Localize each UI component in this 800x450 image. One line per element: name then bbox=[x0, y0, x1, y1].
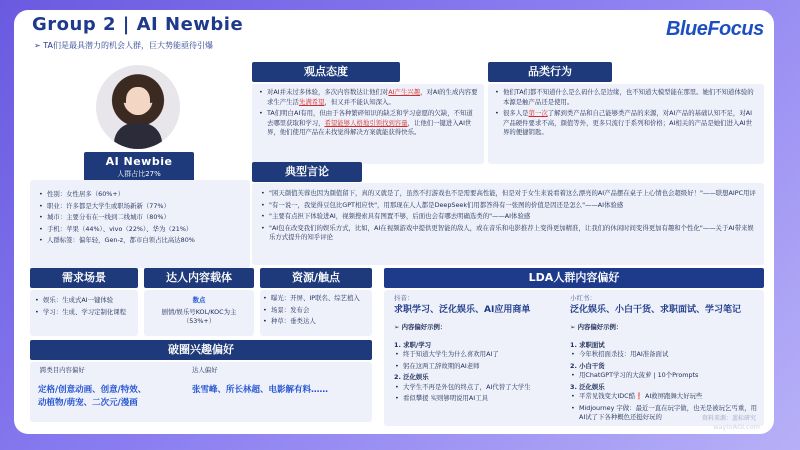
lda-section-item: • 终于知道大学生为什么喜欢用AI了 bbox=[394, 350, 564, 360]
lda-section-list bbox=[570, 350, 758, 360]
persona-traits-list bbox=[38, 190, 242, 246]
lda-col1-sections bbox=[394, 341, 564, 404]
resource-header: 资源/触点 bbox=[260, 268, 372, 288]
kol-box bbox=[144, 290, 254, 336]
kol-line: 剧情/娱乐号KOL/KOC为主（53%+） bbox=[161, 307, 237, 325]
lda-section-item: • 用ChatGPT学习的大菠萝 | 10个Prompts bbox=[570, 371, 758, 381]
lda-col2-sections bbox=[570, 341, 758, 423]
kol-highlight: 数点 bbox=[192, 296, 206, 304]
interest-col2-title: 达人偏好 bbox=[192, 366, 218, 374]
resource-item: • 场景：发布会 bbox=[262, 306, 370, 316]
lda-header: LDA人群内容偏好 bbox=[384, 268, 764, 288]
viewpoint-box bbox=[252, 84, 484, 164]
text-segment: 对AI并未过多体验，多次内容数达让他们对 bbox=[267, 88, 389, 96]
logo-main: Blue bbox=[666, 18, 708, 40]
persona-trait: • 城市：主要分布在一线到二线城市（80%） bbox=[38, 213, 242, 223]
demand-list bbox=[34, 296, 134, 317]
lda-col1-label: 抖音： bbox=[394, 294, 414, 302]
quotes-list bbox=[260, 189, 756, 243]
demand-item: • 学习：生成、学习定制化课程 bbox=[34, 308, 134, 318]
viewpoint-item bbox=[258, 88, 478, 107]
lda-section-item: • Midjourney 字做：最近一直在玩字做，也无是被玩乞丐重，用AI试了下各种概色还挺好玩的 bbox=[570, 404, 758, 423]
lda-section-title: 2. 小白干货 bbox=[570, 361, 605, 370]
lda-col1-main: 求职学习、泛化娱乐、AI应用商单 bbox=[394, 304, 531, 315]
behavior-item bbox=[494, 88, 758, 107]
watermark: waytoAGI.com bbox=[713, 423, 760, 431]
avatar-face bbox=[126, 87, 150, 115]
viewpoint-list bbox=[258, 88, 478, 138]
persona-avatar bbox=[96, 65, 180, 149]
avatar-body bbox=[114, 123, 162, 149]
lda-section-item: • 今年秋招面杀技：用AI准备面试 bbox=[570, 350, 758, 360]
behavior-box bbox=[488, 84, 764, 164]
viewpoint-item bbox=[258, 109, 478, 138]
interest-col1-keywords: 定格/创意动画、创意/特效、 动植物/萌宠、二次元/漫画 bbox=[38, 385, 147, 408]
quotes-header: 典型言论 bbox=[252, 162, 362, 182]
resource-item: • 种草：垂类达人 bbox=[262, 317, 370, 327]
interest-box bbox=[30, 362, 372, 422]
lda-section-item: • 看似攀援 实则够明说用AI工具 bbox=[394, 394, 564, 404]
lda-col2 bbox=[570, 294, 758, 425]
quotes-box bbox=[252, 183, 764, 265]
lda-section-title: 1. 求职/学习 bbox=[394, 340, 431, 349]
demand-box bbox=[30, 290, 138, 336]
lda-col1 bbox=[394, 294, 564, 406]
behavior-header: 品类行为 bbox=[488, 62, 612, 82]
persona-share: 人群占比27% bbox=[117, 170, 161, 178]
text-segment: ，让他们一键进入AI世界，他们使用产品在未找觉得解决方案就能获得快乐。 bbox=[267, 118, 472, 136]
text-segment: ，但又并不能认知深入。 bbox=[324, 97, 395, 106]
lda-section-list bbox=[570, 371, 758, 381]
demand-item: • 娱乐：生成式AI一键体验 bbox=[34, 296, 134, 306]
lda-section-title: 3. 泛化娱乐 bbox=[570, 382, 605, 391]
quote-item: • "有一说一，我觉得豆包比GPT相应快"，用那现在人人都是DeepSeek们用都答得有一张图的价值是因还是怎么"——AI体验感 bbox=[260, 201, 756, 211]
lda-col2-pref-title: ➢ 内容偏好示例： bbox=[570, 323, 623, 331]
persona-name: AI Newbie bbox=[105, 155, 173, 168]
interest-col1-title: 跨类目内容偏好 bbox=[40, 366, 85, 374]
text-segment: TA们明白AI有用，但由于各种繁碎知识的缺乏和学习意愿的欠缺，不知道去哪里获取和学习， bbox=[267, 109, 473, 127]
text-segment: 了解到类产品和自己能够类产品的来源，对AI产品的基础认知不足，对AI产品硬件要求不高，颜值等外，更多只流行于系列和价格；AI相关的产品是她们进入AI世界的便捷钥匙。 bbox=[503, 109, 752, 136]
page-title: Group 2 | AI Newbie bbox=[32, 14, 244, 35]
highlight-text: AI产生兴趣 bbox=[388, 88, 421, 96]
text-segment: ，对AI的生成内容要求生产生活 bbox=[267, 88, 478, 106]
persona-trait: • 手机：苹果（44%）、vivo（22%）、华为（21%） bbox=[38, 225, 242, 235]
lda-source: 资料来源：蓝标研究 bbox=[701, 414, 756, 422]
kol-header: 达人内容载体 bbox=[144, 268, 254, 288]
quote-item: • "困天颜值芙蓉也因为颜值留下，真的又就是了，虽然不打游戏也不是需要高性能，但是对于女生来说看着这么漂亮的AI产品摆在桌子上心情也会超级好！"——联想AIPC用评 bbox=[260, 189, 756, 199]
persona-traits-box bbox=[30, 180, 250, 268]
lda-section-list bbox=[394, 383, 564, 404]
persona-trait: • 性别：女性居多（60%+） bbox=[38, 190, 242, 200]
lda-section-item: • 平常见钱变大IDC酷❗ AI救屏跑舞大好玩些 bbox=[570, 392, 758, 402]
brand-logo bbox=[666, 18, 764, 41]
page-subtitle: ➢ TA们是最具潜力的机会人群，巨大势能亟待引爆 bbox=[34, 41, 213, 50]
quote-item: • "AI包在改变我们的娱乐方式，比如，AI在视频游戏中提供更智能的敌人，或在音乐和电影推荐上变得更加精准，让我们的休闲时间变得更加有趣和个性化"——关于AI带来娱乐方式提升的知乎评论 bbox=[260, 224, 756, 243]
viewpoint-header: 观点态度 bbox=[252, 62, 400, 82]
resource-item: • 曝光：开屏、IP联名、综艺植入 bbox=[262, 294, 370, 304]
resource-box bbox=[260, 290, 372, 336]
lda-col2-label: 小红书： bbox=[570, 294, 596, 302]
logo-accent: Focus bbox=[707, 18, 764, 40]
lda-section-item: • 躬在这两工辞故期的AI老师 bbox=[394, 362, 564, 372]
persona-trait: • 人群标签：偏年轻，Gen-z，都市白领占比高达80% bbox=[38, 236, 242, 246]
highlight-text: 第一次 bbox=[528, 109, 548, 117]
interest-col2-keywords: 张雪峰、所长林超、电影解有料…… bbox=[192, 385, 329, 395]
quote-item: • "主要有点担下体验进AI，视频搜索具有图置不够，后面也会有哪去明确选类的"——AI体验感 bbox=[260, 212, 756, 222]
highlight-text: 先满希望 bbox=[298, 97, 325, 106]
lda-section-item: • 大学生不再是外包的终点了，AI代替了大学生 bbox=[394, 383, 564, 393]
slide bbox=[14, 10, 774, 434]
lda-section-title: 1. 求职面试 bbox=[570, 340, 605, 349]
lda-section-title: 2. 泛化娱乐 bbox=[394, 373, 429, 381]
text-segment: 很多人是 bbox=[503, 109, 529, 117]
lda-box bbox=[384, 290, 764, 426]
behavior-list bbox=[494, 88, 758, 138]
persona-trait: • 职业：许多都是大学生或职场新新（77%） bbox=[38, 202, 242, 212]
lda-col1-pref-title: ➢ 内容偏好示例： bbox=[394, 323, 447, 331]
highlight-text: 希望能够人格地引领找到容量 bbox=[324, 118, 408, 127]
lda-col2-main: 泛化娱乐、小白干货、求职面试、学习笔记 bbox=[570, 304, 742, 315]
lda-section-list bbox=[394, 350, 564, 371]
behavior-item bbox=[494, 109, 758, 138]
interest-header: 破圈兴趣偏好 bbox=[30, 340, 372, 360]
resource-list bbox=[262, 294, 370, 327]
demand-header: 需求场景 bbox=[30, 268, 138, 288]
text-segment: 他们TA们都不知道什么是么码什么是边缘，也不知道大模型能在那里。她们不知道体验的本源是触产品还是使用。 bbox=[503, 88, 754, 106]
